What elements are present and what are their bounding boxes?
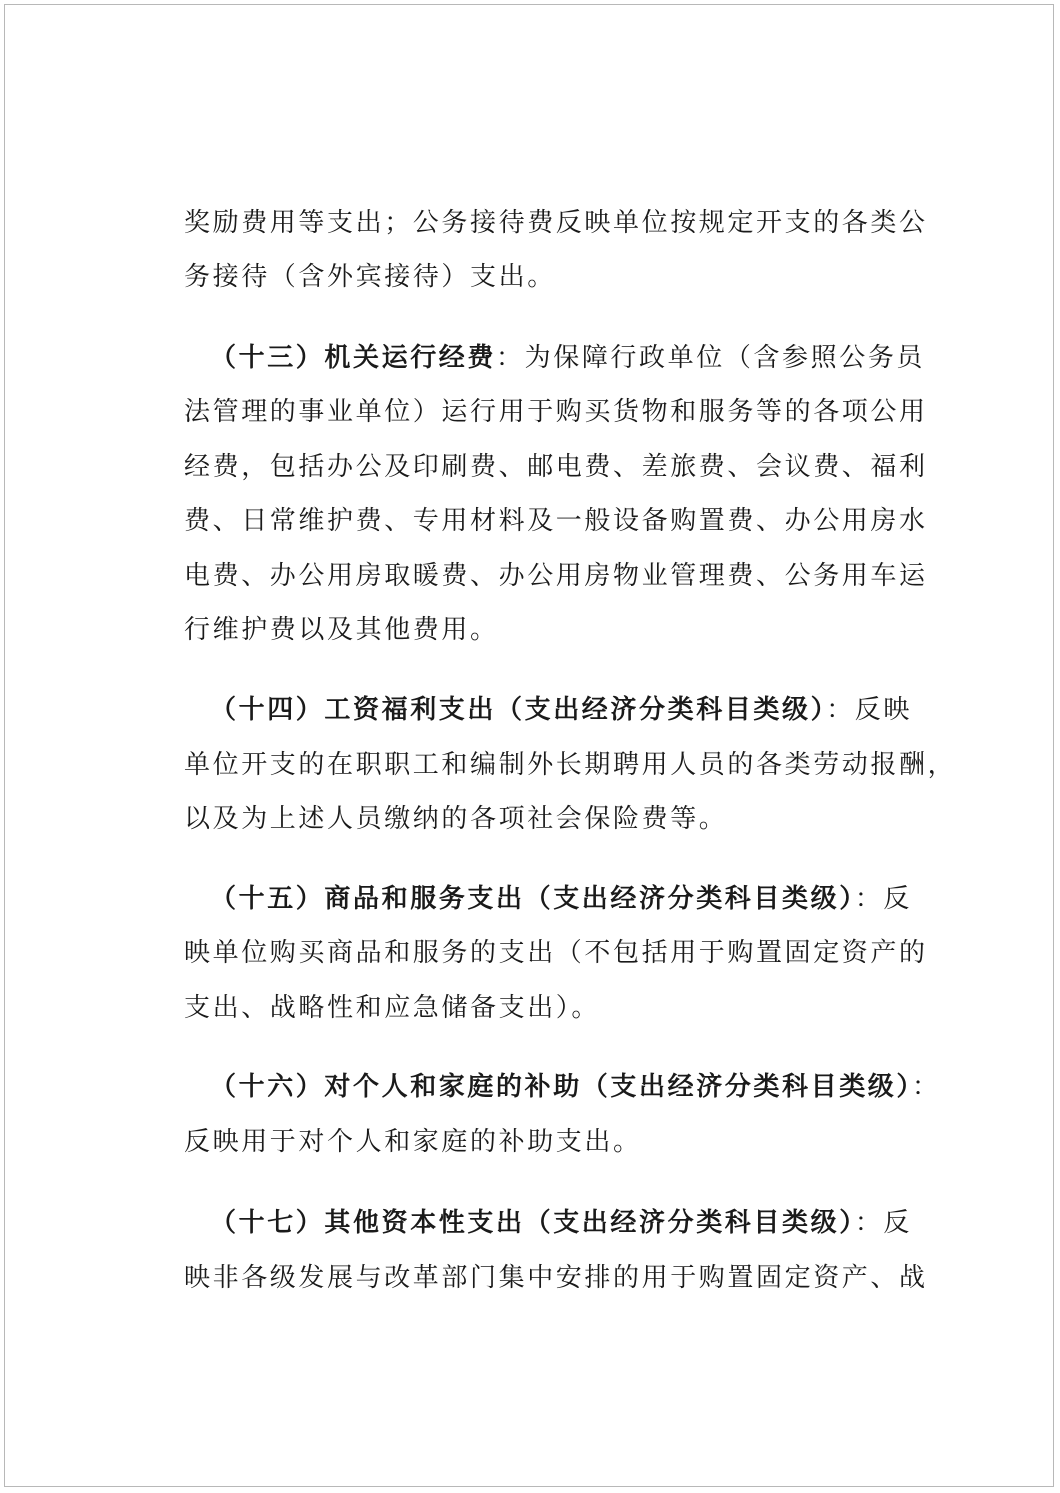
section-text: ：反 bbox=[854, 884, 913, 914]
paragraph-first-line bbox=[210, 695, 912, 725]
paragraph-line: 务接待（含外宾接待）支出。 bbox=[184, 262, 556, 292]
section-heading: （十六）对个人和家庭的补助（支出经济分类科目类级） bbox=[210, 1072, 913, 1102]
paragraph-line: 经费，包括办公及印刷费、邮电费、差旅费、会议费、福利 bbox=[184, 452, 928, 482]
section-heading: （十五）商品和服务支出（支出经济分类科目类级） bbox=[210, 884, 855, 914]
paragraph-first-line bbox=[210, 1208, 912, 1238]
paragraph-first-line bbox=[210, 343, 925, 373]
paragraph-line: 单位开支的在职职工和编制外长期聘用人员的各类劳动报酬， bbox=[184, 750, 957, 780]
paragraph-line: 以及为上述人员缴纳的各项社会保险费等。 bbox=[184, 804, 728, 834]
paragraph-line: 反映用于对个人和家庭的补助支出。 bbox=[184, 1127, 642, 1157]
section-heading: （十四）工资福利支出（支出经济分类科目类级） bbox=[210, 695, 827, 725]
section-text: ：为保障行政单位（含参照公务员 bbox=[496, 343, 926, 373]
section-heading: （十七）其他资本性支出（支出经济分类科目类级） bbox=[210, 1208, 855, 1238]
section-text: ：反映 bbox=[826, 695, 913, 725]
paragraph-first-line bbox=[210, 1072, 941, 1102]
paragraph-line: 法管理的事业单位）运行用于购买货物和服务等的各项公用 bbox=[184, 397, 928, 427]
section-text: ：反 bbox=[854, 1208, 913, 1238]
paragraph-line: 映非各级发展与改革部门集中安排的用于购置固定资产、战 bbox=[184, 1263, 928, 1293]
paragraph-line: 电费、办公用房取暖费、办公用房物业管理费、公务用车运 bbox=[184, 561, 928, 591]
section-text: ： bbox=[912, 1072, 941, 1102]
document-page bbox=[4, 4, 1054, 1487]
paragraph-line: 奖励费用等支出；公务接待费反映单位按规定开支的各类公 bbox=[184, 208, 928, 238]
paragraph-line: 行维护费以及其他费用。 bbox=[184, 615, 499, 645]
paragraph-line: 费、日常维护费、专用材料及一般设备购置费、办公用房水 bbox=[184, 506, 928, 536]
paragraph-first-line bbox=[210, 884, 912, 914]
section-heading: （十三）机关运行经费 bbox=[210, 343, 497, 373]
paragraph-line: 映单位购买商品和服务的支出（不包括用于购置固定资产的 bbox=[184, 938, 928, 968]
paragraph-line: 支出、战略性和应急储备支出）。 bbox=[184, 993, 601, 1023]
